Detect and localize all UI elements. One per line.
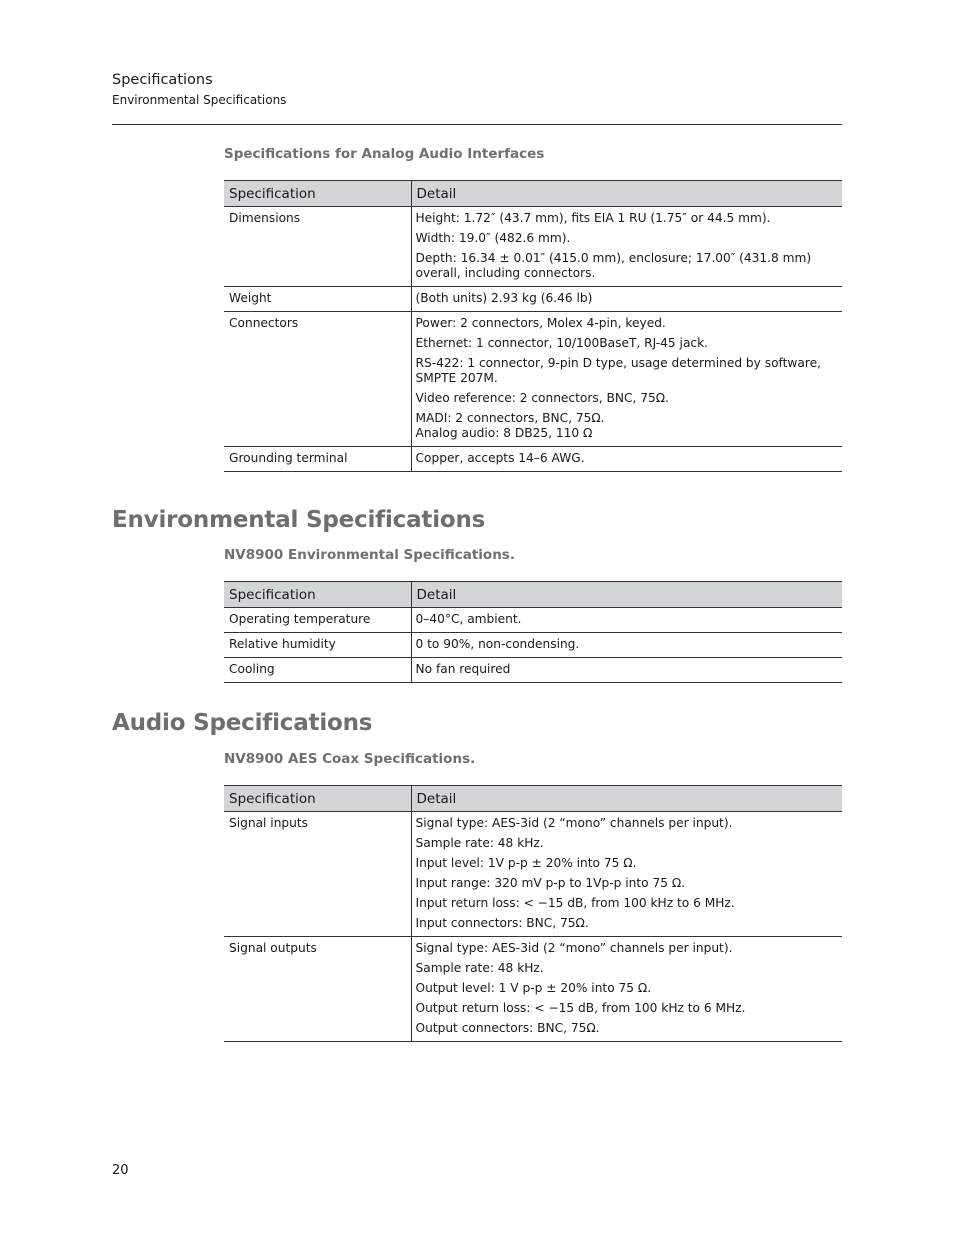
spec-name: Relative humidity [224,633,411,658]
environmental-heading: Environmental Specifications [112,507,486,533]
column-header-specification: Specification [224,582,411,608]
spec-detail [411,658,842,683]
table-header-row [224,582,842,608]
detail-line: Input range: 320 mV p-p to 1Vp-p into 75 Ω. [415,876,686,890]
detail-line: RS-422: 1 connector, 9-pin D type, usage determined by software, SMPTE 207M. [415,356,821,385]
column-header-specification: Specification [224,181,411,207]
detail-line: Output connectors: BNC, 75Ω. [415,1021,600,1035]
detail-line: Signal type: AES-3id (2 “mono” channels per input). [415,941,733,955]
spec-detail [411,447,842,472]
detail-line: (Both units) 2.93 kg (6.46 lb) [415,291,593,305]
detail-line: Video reference: 2 connectors, BNC, 75Ω. [415,391,669,405]
detail-line: Height: 1.72″ (43.7 mm), fits EIA 1 RU (1.75″ or 44.5 mm). [415,211,771,225]
spec-name: Cooling [224,658,411,683]
page-number: 20 [112,1163,129,1178]
detail-line: Sample rate: 48 kHz. [415,961,544,975]
table-header-row [224,786,842,812]
environmental-spec-table [224,581,842,683]
detail-line: Sample rate: 48 kHz. [415,836,544,850]
column-header-detail: Detail [411,786,842,812]
audio-spec-table [224,785,842,1042]
spec-name: Dimensions [224,207,411,287]
spec-name: Connectors [224,312,411,447]
table-row [224,658,842,683]
table-row [224,207,842,287]
column-header-detail: Detail [411,181,842,207]
detail-line: Power: 2 connectors, Molex 4-pin, keyed. [415,316,666,330]
spec-detail [411,207,842,287]
detail-line: Depth: 16.34 ± 0.01″ (415.0 mm), enclosure; 17.00″ (431.8 mm) overall, including connectors. [415,251,812,280]
detail-line: 0 to 90%, non-condensing. [415,637,580,651]
detail-line: Analog audio: 8 DB25, 110 Ω [415,426,593,440]
spec-detail [411,812,842,937]
analog-table-caption: Specifications for Analog Audio Interfaces [224,146,545,162]
detail-line: Input return loss: < −15 dB, from 100 kHz to 6 MHz. [415,896,735,910]
spec-detail [411,287,842,312]
detail-line: Ethernet: 1 connector, 10/100BaseT, RJ-45 jack. [415,336,709,350]
running-header [112,71,286,108]
table-row [224,447,842,472]
header-rule [112,124,842,125]
table-row [224,633,842,658]
table-row [224,812,842,937]
detail-line: Width: 19.0″ (482.6 mm). [415,231,571,245]
column-header-specification: Specification [224,786,411,812]
detail-line: Copper, accepts 14–6 AWG. [415,451,585,465]
column-header-detail: Detail [411,582,842,608]
analog-spec-table [224,180,842,472]
table-row [224,608,842,633]
detail-line: 0–40°C, ambient. [415,612,522,626]
environmental-table-caption: NV8900 Environmental Specifications. [224,547,515,563]
spec-name: Grounding terminal [224,447,411,472]
detail-line: Output level: 1 V p-p ± 20% into 75 Ω. [415,981,652,995]
detail-line: Input connectors: BNC, 75Ω. [415,916,589,930]
table-row [224,937,842,1042]
detail-line: No fan required [415,662,511,676]
table-header-row [224,181,842,207]
audio-table-caption: NV8900 AES Coax Specifications. [224,751,476,767]
spec-name: Weight [224,287,411,312]
spec-name: Signal inputs [224,812,411,937]
table-row [224,287,842,312]
spec-detail [411,633,842,658]
spec-detail [411,312,842,447]
detail-line: Output return loss: < −15 dB, from 100 kHz to 6 MHz. [415,1001,746,1015]
detail-line: Signal type: AES-3id (2 “mono” channels per input). [415,816,733,830]
spec-name: Signal outputs [224,937,411,1042]
detail-line: MADI: 2 connectors, BNC, 75Ω. [415,411,605,425]
detail-line: Input level: 1V p-p ± 20% into 75 Ω. [415,856,637,870]
spec-name: Operating temperature [224,608,411,633]
spec-detail [411,608,842,633]
audio-heading: Audio Specifications [112,710,373,736]
chapter-title: Specifications [112,72,213,88]
spec-detail [411,937,842,1042]
table-row [224,312,842,447]
section-title: Environmental Specifications [112,93,287,107]
